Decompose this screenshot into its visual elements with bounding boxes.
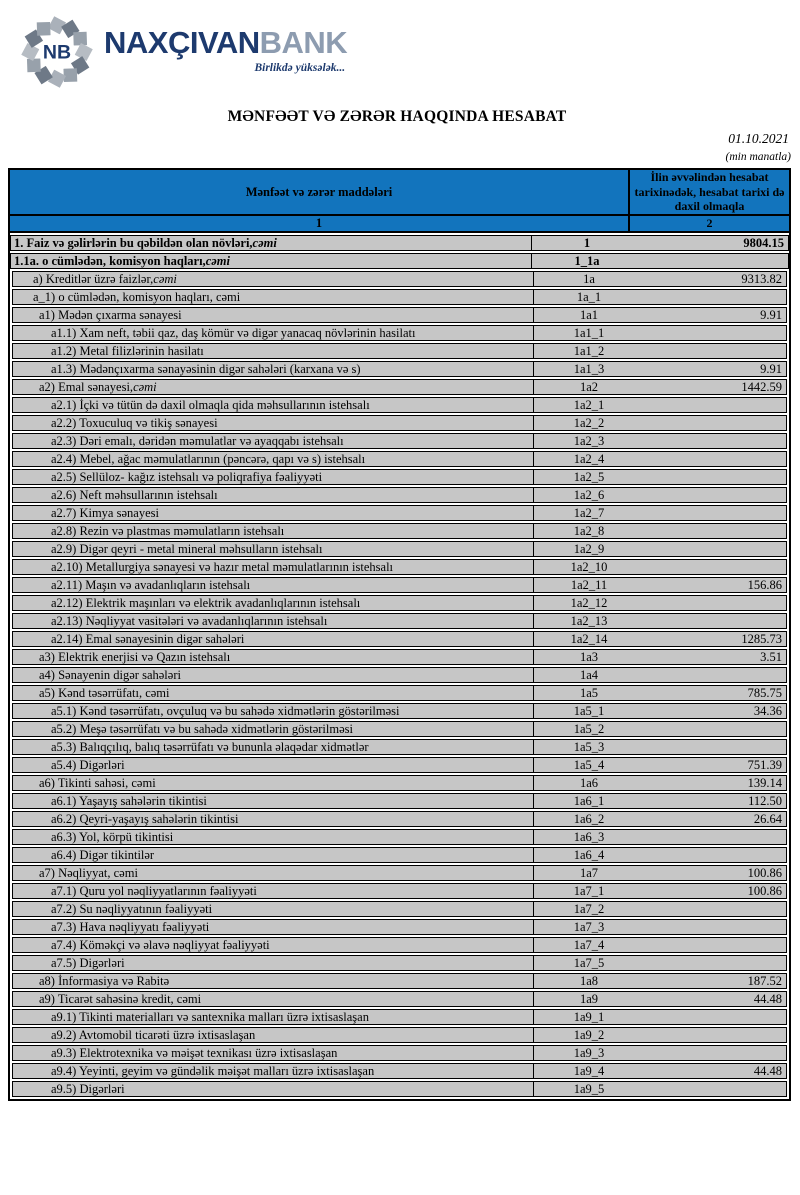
table-row [12, 883, 787, 899]
row-description: a7.5) Digərləri [13, 956, 534, 970]
table-row [12, 613, 787, 629]
row-description: a1.2) Metal filizlərinin hasilatı [13, 344, 534, 358]
row-description: a5.1) Kənd təsərrüfatı, ovçuluq və bu sahədə xidmətlərin göstərilməsi [13, 704, 534, 718]
row-description: a2.12) Elektrik maşınları və elektrik avadanlıqlarının istehsalı [13, 596, 534, 610]
row-code: 1a7_5 [573, 955, 605, 970]
row-description: 1.1a. o cümlədən, komisyon haqları, cəmi [11, 254, 532, 268]
row-code: 1a2_7 [573, 505, 605, 520]
table-row [12, 739, 787, 755]
row-value: 44.48 [753, 991, 782, 1006]
row-description: a8) İnformasiya və Rabitə [13, 974, 534, 988]
row-value: 9313.82 [741, 271, 782, 286]
row-code: 1a5_1 [573, 703, 605, 718]
table-row [12, 793, 787, 809]
row-value: 3.51 [760, 649, 782, 664]
row-value: 112.50 [748, 793, 782, 808]
column-number-1: 1 [10, 216, 630, 231]
row-code: 1a3 [579, 649, 599, 664]
row-code: 1a4 [579, 667, 599, 682]
table-row [12, 937, 787, 953]
row-code: 1a2_1 [573, 397, 605, 412]
table-row [12, 1063, 787, 1079]
row-code: 1a7_3 [573, 919, 605, 934]
row-code: 1a5_4 [573, 757, 605, 772]
bank-emblem-icon [20, 15, 94, 89]
bank-tagline: Birlikdə yüksələk... [254, 62, 346, 74]
row-value: 100.86 [747, 865, 782, 880]
row-description: a2.14) Emal sənayesinin digər sahələri [13, 632, 534, 646]
row-code: 1a9_1 [573, 1009, 605, 1024]
table-row [12, 955, 787, 971]
row-description: a7) Nəqliyyat, cəmi [13, 866, 534, 880]
table-row [12, 433, 787, 449]
table-row [12, 469, 787, 485]
table-row [12, 361, 787, 377]
period-header-cell: İlin əvvəlindən hesabat tarixinədək, hesabat tarixi də daxil olmaqla [634, 170, 785, 214]
row-code: 1a6 [579, 775, 599, 790]
row-code: 1a [583, 271, 595, 286]
row-code: 1a8 [579, 973, 599, 988]
table-row [12, 379, 787, 395]
row-code: 1a7 [579, 865, 599, 880]
table-row [12, 703, 787, 719]
row-code: 1 [583, 235, 591, 250]
row-code: 1a2_5 [573, 469, 605, 484]
row-code: 1a9 [579, 991, 599, 1006]
row-description: a9.3) Elektrotexnika və məişət texnikası üzrə ixtisaslaşan [13, 1046, 534, 1060]
row-description: a1.3) Mədənçıxarma sənayəsinin digər sahələri (karxana və s) [13, 362, 534, 376]
table-row [12, 307, 787, 323]
row-code: 1a2_4 [573, 451, 605, 466]
pl-table [8, 168, 791, 1101]
row-description: a4) Sənayenin digər sahələri [13, 668, 534, 682]
row-description: a7.4) Köməkçi və əlavə nəqliyyat fəaliyyəti [13, 938, 534, 952]
row-code: 1a2_13 [570, 613, 608, 628]
bank-logo [20, 15, 347, 89]
table-row [12, 757, 787, 773]
row-code: 1a2_8 [573, 523, 605, 538]
row-code: 1_1a [574, 253, 600, 268]
table-row [10, 253, 789, 269]
row-code: 1a2_9 [573, 541, 605, 556]
table-row [12, 1027, 787, 1043]
row-value: 187.52 [747, 973, 782, 988]
table-row [12, 1045, 787, 1061]
table-row [12, 667, 787, 683]
row-code: 1a6_2 [573, 811, 605, 826]
table-row [12, 505, 787, 521]
table-rows [10, 231, 789, 1099]
row-description: a2.1) İçki və tütün də daxil olmaqla qida məhsullarının istehsalı [13, 398, 534, 412]
row-value: 9.91 [760, 307, 782, 322]
row-code: 1a5_2 [573, 721, 605, 736]
row-code: 1a6_3 [573, 829, 605, 844]
table-row [12, 865, 787, 881]
table-row [12, 325, 787, 341]
row-description: a6.1) Yaşayış sahələrin tikintisi [13, 794, 534, 808]
bank-wordmark [104, 27, 347, 74]
row-description: a7.2) Su nəqliyyatının fəaliyyəti [13, 902, 534, 916]
row-description: a7.3) Hava nəqliyyatı fəaliyyəti [13, 920, 534, 934]
row-description: a6) Tikinti sahəsi, cəmi [13, 776, 534, 790]
row-code: 1a2 [579, 379, 599, 394]
table-row [12, 991, 787, 1007]
row-code: 1a6_1 [573, 793, 605, 808]
table-row [12, 397, 787, 413]
row-code: 1a2_3 [573, 433, 605, 448]
table-row [12, 631, 787, 647]
table-row [12, 649, 787, 665]
table-row [12, 919, 787, 935]
row-code: 1a5 [579, 685, 599, 700]
row-description: a9.5) Digərləri [13, 1082, 534, 1096]
table-header-row [10, 170, 789, 214]
row-description: a2.13) Nəqliyyat vasitələri və avadanlıqlarının istehsalı [13, 614, 534, 628]
table-row [12, 901, 787, 917]
table-row [12, 973, 787, 989]
table-row [12, 721, 787, 737]
row-description: a2.4) Mebel, ağac məmulatlarının (pəncərə, qapı və s) istehsalı [13, 452, 534, 466]
row-description: a6.2) Qeyri-yaşayış sahələrin tikintisi [13, 812, 534, 826]
row-code: 1a9_2 [573, 1027, 605, 1042]
table-row [12, 523, 787, 539]
table-row [12, 775, 787, 791]
row-value: 156.86 [747, 577, 782, 592]
table-row [12, 451, 787, 467]
row-description: a6.3) Yol, körpü tikintisi [13, 830, 534, 844]
table-row [12, 847, 787, 863]
unit-note: (min manatla) [725, 151, 791, 163]
row-code: 1a6_4 [573, 847, 605, 862]
table-row [12, 541, 787, 557]
table-row [12, 343, 787, 359]
row-description: a1) Mədən çıxarma sənayesi [13, 308, 534, 322]
row-description: a2.10) Metallurgiya sənayesi və hazır metal məmulatlarının istehsalı [13, 560, 534, 574]
row-description: a_1) o cümlədən, komisyon haqları, cəmi [13, 290, 534, 304]
table-row [12, 1009, 787, 1025]
row-code: 1a2_6 [573, 487, 605, 502]
row-code: 1a2_10 [570, 559, 608, 574]
row-description: a2.8) Rezin və plastmas məmulatların istehsalı [13, 524, 534, 538]
row-code: 1a2_11 [570, 577, 608, 592]
bank-name-secondary: BANK [259, 25, 348, 60]
row-code: 1a2_14 [570, 631, 608, 646]
row-value: 100.86 [747, 883, 782, 898]
row-description: a3) Elektrik enerjisi və Qazın istehsalı [13, 650, 534, 664]
table-row [12, 415, 787, 431]
table-row [12, 487, 787, 503]
row-description: 1. Faiz və gəlirlərin bu qəbildən olan növləri, cəmi [11, 236, 532, 250]
row-description: a2) Emal sənayesi, cəmi [13, 380, 534, 394]
table-row [12, 1081, 787, 1097]
row-description: a2.11) Maşın və avadanlıqların istehsalı [13, 578, 534, 592]
row-description: a2.2) Toxuculuq və tikiş sənayesi [13, 416, 534, 430]
table-row [12, 271, 787, 287]
row-code: 1a1_2 [573, 343, 605, 358]
table-row [12, 577, 787, 593]
row-code: 1a7_1 [573, 883, 605, 898]
table-row [12, 289, 787, 305]
table-row [12, 829, 787, 845]
row-description: a) Kreditlər üzrə faizlər, cəmi [13, 272, 534, 286]
items-header-cell: Mənfəət və zərər maddələri [10, 170, 630, 214]
row-description: a9.4) Yeyinti, geyim və gündəlik məişət malları üzrə ixtisaslaşan [13, 1064, 534, 1078]
row-description: a2.6) Neft məhsullarının istehsalı [13, 488, 534, 502]
row-description: a5) Kənd təsərrüfatı, cəmi [13, 686, 534, 700]
row-code: 1a7_2 [573, 901, 605, 916]
row-description: a5.4) Digərləri [13, 758, 534, 772]
row-code: 1a9_3 [573, 1045, 605, 1060]
column-number-2: 2 [706, 216, 713, 231]
row-value: 751.39 [747, 757, 782, 772]
table-row [10, 235, 789, 251]
row-value: 26.64 [753, 811, 782, 826]
row-code: 1a_1 [576, 289, 602, 304]
table-row [12, 811, 787, 827]
row-description: a1.1) Xam neft, təbii qaz, daş kömür və digər yanacaq növlərinin hasilatı [13, 326, 534, 340]
row-value: 1285.73 [741, 631, 782, 646]
row-description: a6.4) Digər tikintilər [13, 848, 534, 862]
table-row [12, 685, 787, 701]
table-row [12, 595, 787, 611]
row-value: 9.91 [760, 361, 782, 376]
row-value: 1442.59 [741, 379, 782, 394]
row-code: 1a7_4 [573, 937, 605, 952]
row-description: a2.5) Sellüloz- kağız istehsalı və poliqrafiya fəaliyyəti [13, 470, 534, 484]
row-code: 1a1 [579, 307, 599, 322]
row-description: a2.3) Dəri emalı, dəridən məmulatlar və ayaqqabı istehsalı [13, 434, 534, 448]
row-value: 785.75 [747, 685, 782, 700]
row-code: 1a1_3 [573, 361, 605, 376]
row-value: 44.48 [753, 1063, 782, 1078]
row-description: a9.1) Tikinti materialları və santexnika malları üzrə ixtisaslaşan [13, 1010, 534, 1024]
report-title: MƏNFƏƏT VƏ ZƏRƏR HAQQINDA HESABAT [227, 108, 567, 125]
row-value: 9804.15 [743, 235, 784, 250]
report-date: 01.10.2021 [728, 131, 789, 146]
row-value: 139.14 [747, 775, 782, 790]
row-code: 1a2_2 [573, 415, 605, 430]
row-description: a2.9) Digər qeyri - metal mineral məhsulların istehsalı [13, 542, 534, 556]
row-description: a5.2) Meşə təsərrüfatı və bu sahədə xidmətlərin göstərilməsi [13, 722, 534, 736]
row-description: a5.3) Balıqçılıq, balıq təsərrüfatı və bununla əlaqədar xidmətlər [13, 740, 534, 754]
row-code: 1a5_3 [573, 739, 605, 754]
row-value: 34.36 [753, 703, 782, 718]
row-description: a2.7) Kimya sənayesi [13, 506, 534, 520]
table-row [12, 559, 787, 575]
row-description: a9.2) Avtomobil ticarəti üzrə ixtisaslaşan [13, 1028, 534, 1042]
row-code: 1a2_12 [570, 595, 608, 610]
row-code: 1a9_5 [573, 1081, 605, 1096]
bank-emblem-initials: NB [42, 41, 72, 64]
row-description: a9) Ticarət sahəsinə kredit, cəmi [13, 992, 534, 1006]
column-number-row [10, 214, 789, 231]
row-code: 1a9_4 [573, 1063, 605, 1078]
bank-name-primary: NAXÇIVAN [104, 25, 260, 60]
row-code: 1a1_1 [573, 325, 605, 340]
row-description: a7.1) Quru yol nəqliyyatlarının fəaliyyəti [13, 884, 534, 898]
